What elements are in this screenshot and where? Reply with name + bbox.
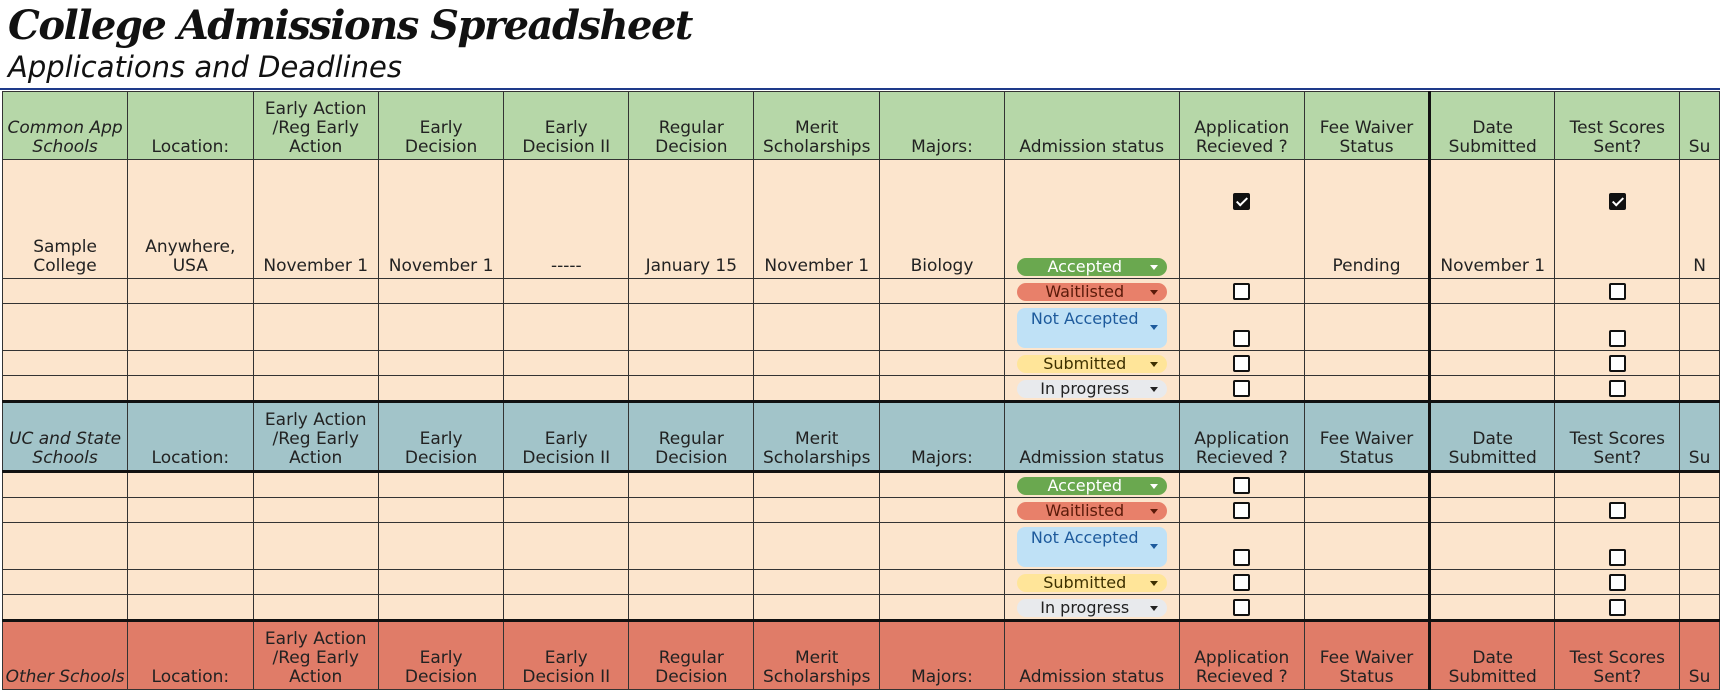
- cell[interactable]: [880, 376, 1005, 402]
- status-dropdown-waitlisted[interactable]: Waitlisted: [1017, 502, 1167, 520]
- cell[interactable]: [1680, 279, 1720, 304]
- cell[interactable]: [378, 472, 503, 498]
- cell[interactable]: [629, 376, 754, 402]
- cell[interactable]: [378, 570, 503, 595]
- cell[interactable]: [1430, 351, 1555, 376]
- table-row: [3, 160, 1720, 279]
- cell-date-submitted[interactable]: November 1: [1430, 160, 1555, 279]
- table-row: [3, 570, 1720, 595]
- cell-cut[interactable]: N: [1680, 160, 1720, 279]
- cell[interactable]: [1305, 351, 1430, 376]
- cell[interactable]: [504, 304, 629, 351]
- cell[interactable]: [754, 523, 880, 570]
- cell[interactable]: [504, 595, 629, 621]
- cell-admission-status: [1004, 498, 1179, 523]
- cell-app-received: [1179, 304, 1304, 351]
- col-header-cut[interactable]: Su: [1680, 621, 1720, 690]
- uc-header-row: [3, 402, 1720, 472]
- cell[interactable]: [253, 523, 378, 570]
- cell[interactable]: [253, 351, 378, 376]
- cell[interactable]: [629, 279, 754, 304]
- cell[interactable]: [128, 279, 253, 304]
- cell[interactable]: [754, 351, 880, 376]
- cell[interactable]: [880, 595, 1005, 621]
- cell-location[interactable]: Anywhere, USA: [128, 160, 253, 279]
- test-scores-checkbox[interactable]: [1609, 574, 1626, 591]
- cell[interactable]: [253, 595, 378, 621]
- cell[interactable]: [1305, 523, 1430, 570]
- cell[interactable]: [3, 498, 128, 523]
- cell-app-received: [1179, 595, 1304, 621]
- col-header-app-received[interactable]: Application Recieved ?: [1179, 92, 1304, 160]
- cell[interactable]: [128, 351, 253, 376]
- cell[interactable]: [629, 523, 754, 570]
- cell[interactable]: [880, 523, 1005, 570]
- cell-admission-status: [1004, 351, 1179, 376]
- cell-test-scores: [1555, 160, 1680, 279]
- cell-admission-status: [1004, 376, 1179, 402]
- cell[interactable]: [1680, 351, 1720, 376]
- test-scores-checkbox[interactable]: [1609, 330, 1626, 347]
- col-header-early-decision-2[interactable]: Early Decision II: [504, 92, 629, 160]
- app-received-checkbox[interactable]: [1233, 330, 1250, 347]
- cell[interactable]: [629, 498, 754, 523]
- cell-app-received: [1179, 351, 1304, 376]
- cell[interactable]: [3, 304, 128, 351]
- test-scores-checkbox[interactable]: [1609, 380, 1626, 397]
- page-subtitle: Applications and Deadlines: [8, 50, 402, 84]
- cell[interactable]: [253, 570, 378, 595]
- header-divider: [0, 88, 1720, 90]
- cell-app-received: [1179, 160, 1304, 279]
- cell[interactable]: [3, 523, 128, 570]
- col-header-admission-status[interactable]: Admission status: [1004, 621, 1179, 690]
- cell[interactable]: [1305, 304, 1430, 351]
- col-header-date-submitted[interactable]: Date Submitted: [1430, 621, 1555, 690]
- cell[interactable]: [1430, 595, 1555, 621]
- cell-app-received: [1179, 279, 1304, 304]
- section-title-common[interactable]: Common App Schools: [3, 92, 128, 160]
- cell[interactable]: [504, 570, 629, 595]
- cell[interactable]: [504, 351, 629, 376]
- cell[interactable]: [3, 472, 128, 498]
- app-received-checkbox[interactable]: [1233, 477, 1250, 494]
- cell[interactable]: [378, 523, 503, 570]
- table-row: [3, 376, 1720, 402]
- cell-fee-waiver[interactable]: Pending: [1305, 160, 1430, 279]
- cell-regular-decision[interactable]: January 15: [629, 160, 754, 279]
- cell-app-received: [1179, 472, 1304, 498]
- table-row: [3, 351, 1720, 376]
- test-scores-checkbox[interactable]: [1609, 283, 1626, 300]
- cell[interactable]: [128, 570, 253, 595]
- cell-test-scores[interactable]: [1555, 472, 1680, 498]
- cell[interactable]: [1430, 570, 1555, 595]
- col-header-majors[interactable]: Majors:: [880, 92, 1005, 160]
- cell[interactable]: [128, 523, 253, 570]
- cell[interactable]: [378, 304, 503, 351]
- cell[interactable]: [378, 498, 503, 523]
- cell[interactable]: [128, 498, 253, 523]
- cell[interactable]: [754, 498, 880, 523]
- cell[interactable]: [504, 472, 629, 498]
- status-dropdown-waitlisted[interactable]: Waitlisted: [1017, 283, 1167, 301]
- cell[interactable]: [253, 376, 378, 402]
- table-row: [3, 523, 1720, 570]
- cell[interactable]: [128, 595, 253, 621]
- page-title: College Admissions Spreadsheet: [8, 2, 692, 49]
- col-header-regular-decision[interactable]: Regular Decision: [629, 621, 754, 690]
- status-dropdown-accepted[interactable]: Accepted: [1017, 477, 1167, 495]
- status-dropdown-in-progress[interactable]: In progress: [1017, 599, 1167, 617]
- cell[interactable]: [880, 279, 1005, 304]
- col-header-app-received[interactable]: Application Recieved ?: [1179, 621, 1304, 690]
- table-row: [3, 304, 1720, 351]
- cell[interactable]: [754, 472, 880, 498]
- col-header-location[interactable]: Location:: [128, 402, 253, 472]
- cell[interactable]: [3, 570, 128, 595]
- col-header-early-decision-2[interactable]: Early Decision II: [504, 402, 629, 472]
- col-header-test-scores[interactable]: Test Scores Sent?: [1555, 92, 1680, 160]
- cell[interactable]: [754, 376, 880, 402]
- test-scores-checkbox[interactable]: [1609, 355, 1626, 372]
- col-header-early-decision[interactable]: Early Decision: [378, 92, 503, 160]
- cell[interactable]: [1305, 279, 1430, 304]
- cell-early-action[interactable]: November 1: [253, 160, 378, 279]
- col-header-majors[interactable]: Majors:: [880, 402, 1005, 472]
- cell[interactable]: [880, 498, 1005, 523]
- admissions-sheet: [2, 91, 1720, 690]
- col-header-location[interactable]: Location:: [128, 92, 253, 160]
- cell-admission-status: [1004, 570, 1179, 595]
- cell-admission-status: [1004, 304, 1179, 351]
- cell[interactable]: [629, 472, 754, 498]
- col-header-cut[interactable]: Su: [1680, 402, 1720, 472]
- col-header-early-decision[interactable]: Early Decision: [378, 621, 503, 690]
- col-header-early-decision[interactable]: Early Decision: [378, 402, 503, 472]
- col-header-test-scores[interactable]: Test Scores Sent?: [1555, 621, 1680, 690]
- cell-app-received: [1179, 376, 1304, 402]
- cell[interactable]: [629, 595, 754, 621]
- cell-app-received: [1179, 523, 1304, 570]
- app-received-checkbox[interactable]: [1233, 549, 1250, 566]
- test-scores-checkbox[interactable]: [1609, 599, 1626, 616]
- test-scores-checkbox[interactable]: [1609, 193, 1626, 210]
- cell[interactable]: [3, 595, 128, 621]
- cell[interactable]: [504, 376, 629, 402]
- col-header-fee-waiver[interactable]: Fee Waiver Status: [1305, 92, 1430, 160]
- cell-test-scores: [1555, 351, 1680, 376]
- col-header-merit[interactable]: Merit Scholarships: [754, 402, 880, 472]
- cell-test-scores: [1555, 570, 1680, 595]
- cell[interactable]: [1430, 498, 1555, 523]
- cell-admission-status: [1004, 472, 1179, 498]
- cell[interactable]: [378, 279, 503, 304]
- cell[interactable]: [1305, 498, 1430, 523]
- cell-admission-status: [1004, 160, 1179, 279]
- cell[interactable]: [1430, 304, 1555, 351]
- app-received-checkbox[interactable]: [1233, 502, 1250, 519]
- cell-merit[interactable]: November 1: [754, 160, 880, 279]
- col-header-early-action[interactable]: Early Action /Reg Early Action: [253, 402, 378, 472]
- app-received-checkbox[interactable]: [1233, 599, 1250, 616]
- test-scores-checkbox[interactable]: [1609, 549, 1626, 566]
- cell[interactable]: [128, 376, 253, 402]
- cell[interactable]: [1680, 570, 1720, 595]
- col-header-majors[interactable]: Majors:: [880, 621, 1005, 690]
- cell[interactable]: [1305, 376, 1430, 402]
- section-title-other[interactable]: Other Schools: [3, 621, 128, 690]
- col-header-regular-decision[interactable]: Regular Decision: [629, 402, 754, 472]
- cell[interactable]: [253, 279, 378, 304]
- cell[interactable]: [1680, 376, 1720, 402]
- col-header-admission-status[interactable]: Admission status: [1004, 92, 1179, 160]
- cell[interactable]: [128, 304, 253, 351]
- table-row: [3, 472, 1720, 498]
- cell-school[interactable]: Sample College: [3, 160, 128, 279]
- col-header-merit[interactable]: Merit Scholarships: [754, 621, 880, 690]
- cell[interactable]: [128, 472, 253, 498]
- col-header-merit[interactable]: Merit Scholarships: [754, 92, 880, 160]
- col-header-fee-waiver[interactable]: Fee Waiver Status: [1305, 621, 1430, 690]
- col-header-test-scores[interactable]: Test Scores Sent?: [1555, 402, 1680, 472]
- cell-app-received: [1179, 498, 1304, 523]
- cell-test-scores: [1555, 523, 1680, 570]
- cell[interactable]: [629, 570, 754, 595]
- cell[interactable]: [253, 498, 378, 523]
- col-header-regular-decision[interactable]: Regular Decision: [629, 92, 754, 160]
- cell[interactable]: [253, 472, 378, 498]
- cell-test-scores: [1555, 595, 1680, 621]
- col-header-app-received[interactable]: Application Recieved ?: [1179, 402, 1304, 472]
- status-dropdown-not-accepted[interactable]: Not Accepted: [1017, 308, 1167, 348]
- cell[interactable]: [1680, 472, 1720, 498]
- cell-test-scores: [1555, 376, 1680, 402]
- cell-majors[interactable]: Biology: [880, 160, 1005, 279]
- cell-admission-status: [1004, 279, 1179, 304]
- col-header-location[interactable]: Location:: [128, 621, 253, 690]
- cell[interactable]: [504, 523, 629, 570]
- table-row: [3, 595, 1720, 621]
- cell[interactable]: [504, 279, 629, 304]
- col-header-date-submitted[interactable]: Date Submitted: [1430, 402, 1555, 472]
- status-dropdown-in-progress[interactable]: In progress: [1017, 380, 1167, 398]
- col-header-fee-waiver[interactable]: Fee Waiver Status: [1305, 402, 1430, 472]
- cell[interactable]: [1680, 498, 1720, 523]
- cell[interactable]: [880, 351, 1005, 376]
- cell-test-scores: [1555, 498, 1680, 523]
- app-received-checkbox[interactable]: [1233, 355, 1250, 372]
- cell[interactable]: [754, 304, 880, 351]
- col-header-date-submitted[interactable]: Date Submitted: [1430, 92, 1555, 160]
- cell-early-decision-2[interactable]: -----: [504, 160, 629, 279]
- cell[interactable]: [1430, 279, 1555, 304]
- cell[interactable]: [629, 304, 754, 351]
- cell[interactable]: [378, 595, 503, 621]
- col-header-early-action[interactable]: Early Action /Reg Early Action: [253, 621, 378, 690]
- common-app-header-row: [3, 92, 1720, 160]
- cell[interactable]: [1680, 595, 1720, 621]
- other-header-row: [3, 621, 1720, 690]
- app-received-checkbox[interactable]: [1233, 380, 1250, 397]
- cell-test-scores: [1555, 304, 1680, 351]
- col-header-admission-status[interactable]: Admission status: [1004, 402, 1179, 472]
- cell-test-scores: [1555, 279, 1680, 304]
- test-scores-checkbox[interactable]: [1609, 502, 1626, 519]
- table-row: [3, 279, 1720, 304]
- cell-early-decision[interactable]: November 1: [378, 160, 503, 279]
- cell[interactable]: [3, 351, 128, 376]
- cell[interactable]: [629, 351, 754, 376]
- cell[interactable]: [880, 472, 1005, 498]
- cell[interactable]: [880, 304, 1005, 351]
- cell[interactable]: [3, 279, 128, 304]
- cell[interactable]: [1305, 595, 1430, 621]
- cell[interactable]: [754, 279, 880, 304]
- cell[interactable]: [754, 595, 880, 621]
- cell[interactable]: [378, 351, 503, 376]
- cell-app-received: [1179, 570, 1304, 595]
- status-dropdown-not-accepted[interactable]: Not Accepted: [1017, 527, 1167, 567]
- cell[interactable]: [754, 570, 880, 595]
- cell[interactable]: [1430, 523, 1555, 570]
- col-header-early-decision-2[interactable]: Early Decision II: [504, 621, 629, 690]
- section-title-uc[interactable]: UC and State Schools: [3, 402, 128, 472]
- cell-admission-status: [1004, 595, 1179, 621]
- cell[interactable]: [378, 376, 503, 402]
- app-received-checkbox[interactable]: [1233, 574, 1250, 591]
- status-dropdown-submitted[interactable]: Submitted: [1017, 574, 1167, 592]
- cell[interactable]: [1680, 523, 1720, 570]
- status-dropdown-accepted[interactable]: Accepted: [1017, 258, 1167, 276]
- cell[interactable]: [253, 304, 378, 351]
- cell[interactable]: [1305, 472, 1430, 498]
- cell[interactable]: [3, 376, 128, 402]
- cell[interactable]: [1680, 304, 1720, 351]
- status-dropdown-submitted[interactable]: Submitted: [1017, 355, 1167, 373]
- cell[interactable]: [504, 498, 629, 523]
- app-received-checkbox[interactable]: [1233, 283, 1250, 300]
- cell[interactable]: [1430, 472, 1555, 498]
- cell[interactable]: [1430, 376, 1555, 402]
- cell-admission-status: [1004, 523, 1179, 570]
- cell[interactable]: [1305, 570, 1430, 595]
- app-received-checkbox[interactable]: [1233, 193, 1250, 210]
- col-header-early-action[interactable]: Early Action /Reg Early Action: [253, 92, 378, 160]
- cell[interactable]: [880, 570, 1005, 595]
- table-row: [3, 498, 1720, 523]
- col-header-cut[interactable]: Su: [1680, 92, 1720, 160]
